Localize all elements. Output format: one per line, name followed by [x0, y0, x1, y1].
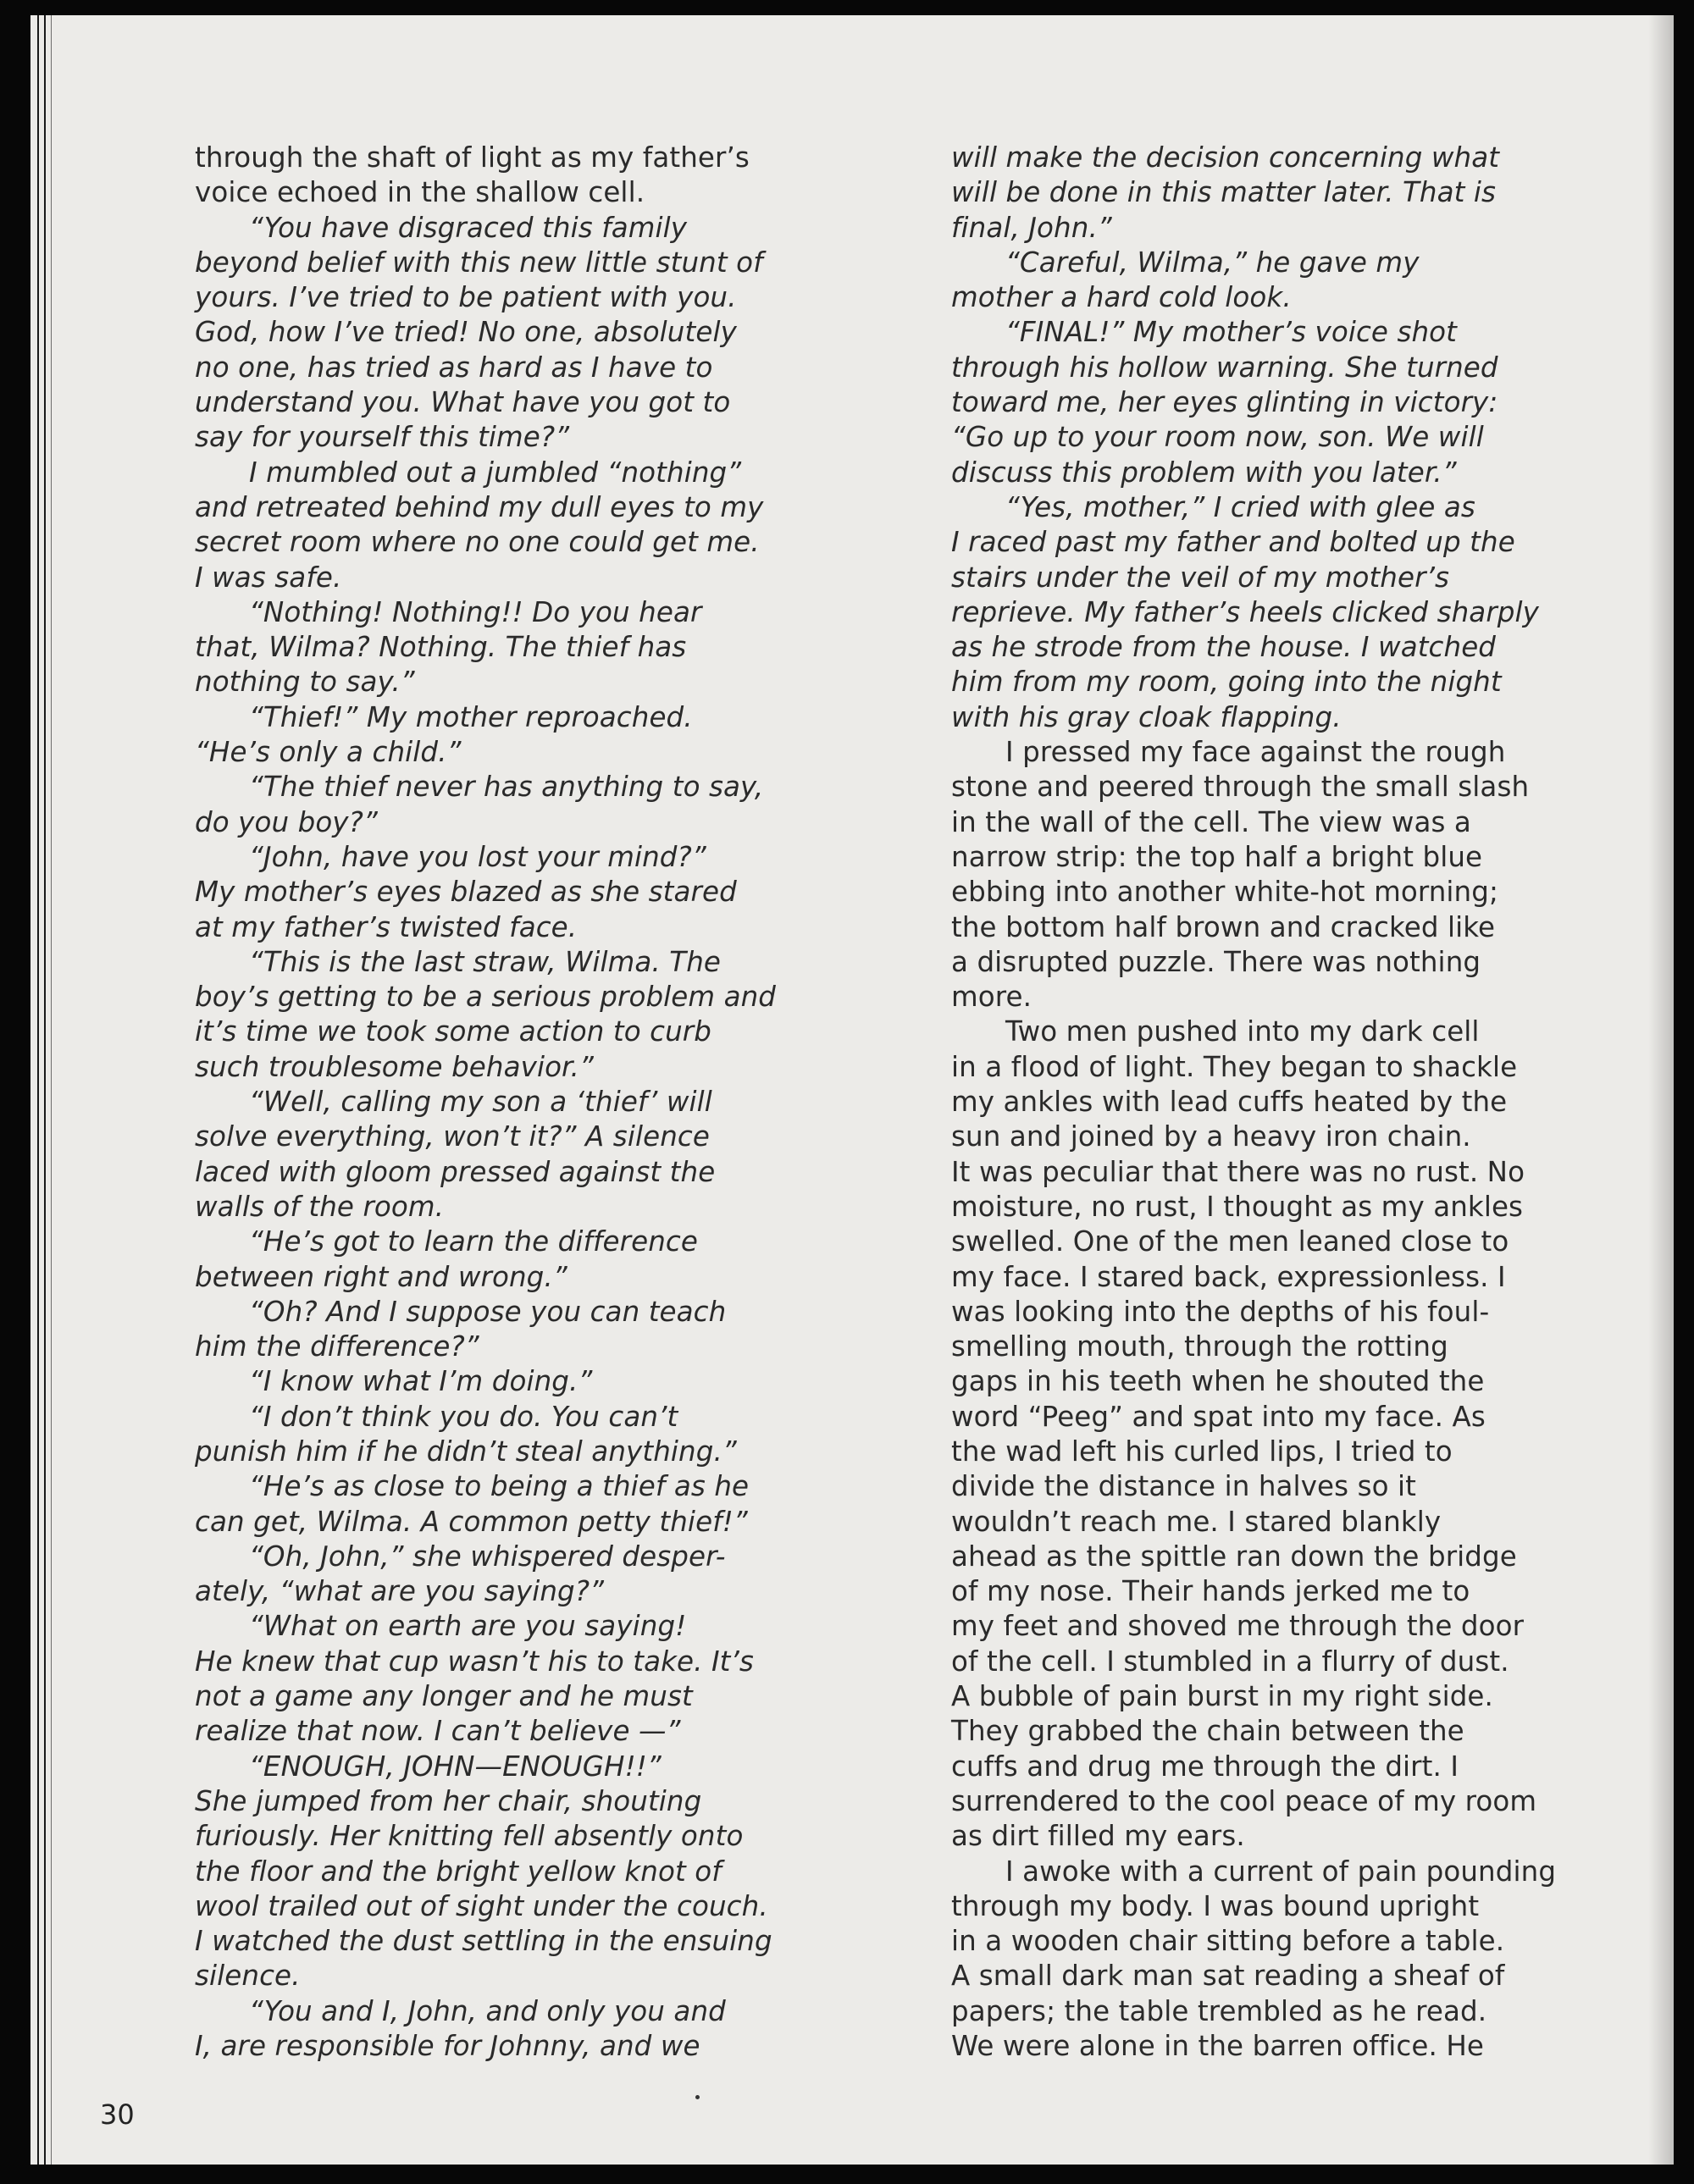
text-line: I watched the dust settling in the ensuing	[195, 1925, 772, 1958]
text-line: She jumped from her chair, shouting	[195, 1784, 702, 1817]
text-line: boy’s getting to be a serious problem and	[195, 981, 777, 1014]
text-line: discuss this problem with you later.”	[951, 456, 1457, 489]
text-line: secret room where no one could get me.	[195, 526, 760, 559]
text-line: smelling mouth, through the rotting	[951, 1330, 1448, 1363]
text-line: “Nothing! Nothing!! Do you hear	[249, 595, 702, 628]
page-number: 30	[100, 2098, 135, 2131]
text-line: through the shaft of light as my father’s	[195, 141, 750, 174]
text-line: not a game any longer and he must	[195, 1680, 693, 1713]
text-line: papers; the table trembled as he read.	[951, 1994, 1487, 2027]
text-line: divide the distance in halves so it	[951, 1470, 1417, 1503]
text-line: “Well, calling my son a ‘thief’ will	[249, 1086, 712, 1119]
magazine-page	[30, 15, 1674, 2165]
binding-edge-line	[44, 15, 46, 2165]
page-edge-shadow	[1648, 15, 1674, 2165]
text-line: stairs under the veil of my mother’s	[951, 561, 1450, 594]
text-line: God, how I’ve tried! No one, absolutely	[195, 316, 737, 349]
text-line: in the wall of the cell. The view was a	[951, 805, 1471, 838]
text-line: a disrupted puzzle. There was nothing	[951, 945, 1481, 978]
text-line: punish him if he didn’t steal anything.”	[195, 1435, 737, 1468]
text-line: My mother’s eyes blazed as she stared	[195, 876, 737, 909]
text-line: will be done in this matter later. That is	[951, 176, 1497, 209]
text-line: They grabbed the chain between the	[951, 1715, 1464, 1748]
text-line: “He’s as close to being a thief as he	[249, 1470, 750, 1503]
text-line: voice echoed in the shallow cell.	[195, 176, 645, 209]
left-text-column	[195, 141, 839, 2064]
text-line: my face. I stared back, expressionless. I	[951, 1260, 1506, 1293]
text-line: no one, has tried as hard as I have to	[195, 351, 713, 384]
text-line: beyond belief with this new little stunt of	[195, 246, 763, 279]
text-line: A bubble of pain burst in my right side.	[951, 1680, 1493, 1713]
text-line: nothing to say.”	[195, 666, 415, 699]
print-speck	[695, 2095, 700, 2099]
text-line: “ENOUGH, JOHN—ENOUGH!!”	[249, 1750, 662, 1783]
text-line: ebbing into another white-hot morning;	[951, 876, 1499, 909]
text-line: of my nose. Their hands jerked me to	[951, 1575, 1470, 1608]
text-line: as he strode from the house. I watched	[951, 631, 1497, 664]
text-line: “John, have you lost your mind?”	[249, 840, 706, 873]
text-line: yours. I’ve tried to be patient with you.	[195, 281, 737, 314]
text-line: gaps in his teeth when he shouted the	[951, 1365, 1485, 1398]
text-line: “I don’t think you do. You can’t	[249, 1400, 678, 1433]
text-line: say for yourself this time?”	[195, 421, 570, 454]
text-line: realize that now. I can’t believe —”	[195, 1715, 681, 1748]
text-line: wool trailed out of sight under the couch.	[195, 1889, 768, 1922]
text-line: furiously. Her knitting fell absently onto	[195, 1820, 744, 1853]
text-line: laced with gloom pressed against the	[195, 1155, 716, 1188]
text-line: “FINAL!” My mother’s voice shot	[1005, 316, 1458, 349]
text-line: understand you. What have you got to	[195, 386, 731, 419]
text-line: toward me, her eyes glinting in victory:	[951, 386, 1498, 419]
binding-edge-line	[51, 15, 52, 2165]
text-line: as dirt filled my ears.	[951, 1820, 1245, 1853]
text-line: was looking into the depths of his foul-	[951, 1295, 1490, 1328]
text-line: that, Wilma? Nothing. The thief has	[195, 631, 687, 664]
text-line: “You have disgraced this family	[249, 211, 688, 244]
text-line: walls of the room.	[195, 1190, 445, 1223]
text-line: solve everything, won’t it?” A silence	[195, 1120, 710, 1153]
text-line: “He’s got to learn the difference	[249, 1225, 698, 1258]
text-line: mother a hard cold look.	[951, 281, 1292, 314]
text-line: reprieve. My father’s heels clicked sharply	[951, 595, 1539, 628]
text-line: swelled. One of the men leaned close to	[951, 1225, 1509, 1258]
text-line: “What on earth are you saying!	[249, 1610, 687, 1643]
text-line: “Careful, Wilma,” he gave my	[1005, 246, 1420, 279]
text-line: “Go up to your room now, son. We will	[951, 421, 1484, 454]
right-text-column	[951, 141, 1646, 2064]
text-line: silence.	[195, 1960, 301, 1993]
text-line: narrow strip: the top half a bright blue	[951, 840, 1483, 873]
text-line: “He’s only a child.”	[195, 736, 462, 769]
text-line: cuffs and drug me through the dirt. I	[951, 1750, 1459, 1783]
text-line: I, are responsible for Johnny, and we	[195, 2030, 700, 2063]
binding-edge-line	[37, 15, 39, 2165]
text-line: I was safe.	[195, 561, 342, 594]
text-line: and retreated behind my dull eyes to my	[195, 490, 764, 523]
text-line: my feet and shoved me through the door	[951, 1610, 1525, 1643]
text-line: ahead as the spittle ran down the bridge	[951, 1540, 1517, 1573]
text-line: the bottom half brown and cracked like	[951, 910, 1496, 943]
text-line: through his hollow warning. She turned	[951, 351, 1498, 384]
text-line: I pressed my face against the rough	[1005, 736, 1506, 769]
text-line: “Oh, John,” she whispered desper-	[249, 1540, 726, 1573]
text-line: stone and peered through the small slash	[951, 771, 1530, 804]
text-line: “You and I, John, and only you and	[249, 1994, 726, 2027]
text-line: in a wooden chair sitting before a table.	[951, 1925, 1505, 1958]
text-line: I raced past my father and bolted up the	[951, 526, 1515, 559]
text-line: him from my room, going into the night	[951, 666, 1502, 699]
text-line: surrendered to the cool peace of my room	[951, 1784, 1537, 1817]
text-line: can get, Wilma. A common petty thief!”	[195, 1505, 748, 1538]
text-line: “I know what I’m doing.”	[249, 1365, 593, 1398]
text-line: A small dark man sat reading a sheaf of	[951, 1960, 1505, 1993]
text-line: wouldn’t reach me. I stared blankly	[951, 1505, 1442, 1538]
text-line: at my father’s twisted face.	[195, 910, 578, 943]
text-line: final, John.”	[951, 211, 1112, 244]
text-line: between right and wrong.”	[195, 1260, 567, 1293]
text-line: It was peculiar that there was no rust. No	[951, 1155, 1525, 1188]
text-line: such troublesome behavior.”	[195, 1050, 594, 1083]
text-line: He knew that cup wasn’t his to take. It’s	[195, 1645, 754, 1678]
text-line: moisture, no rust, I thought as my ankles	[951, 1190, 1524, 1223]
text-line: word “Peeg” and spat into my face. As	[951, 1400, 1486, 1433]
text-line: it’s time we took some action to curb	[195, 1015, 711, 1048]
text-line: more.	[951, 981, 1032, 1014]
text-line: my ankles with lead cuffs heated by the	[951, 1086, 1508, 1119]
text-line: through my body. I was bound upright	[951, 1889, 1480, 1922]
text-line: sun and joined by a heavy iron chain.	[951, 1120, 1471, 1153]
text-line: “Oh? And I suppose you can teach	[249, 1295, 727, 1328]
text-line: will make the decision concerning what	[951, 141, 1500, 174]
text-line: “Thief!” My mother reproached.	[249, 700, 693, 733]
text-line: him the difference?”	[195, 1330, 479, 1363]
text-line: “The thief never has anything to say,	[249, 771, 764, 804]
text-line: I mumbled out a jumbled “nothing”	[249, 456, 742, 489]
text-line: the floor and the bright yellow knot of	[195, 1855, 722, 1888]
text-line: We were alone in the barren office. He	[951, 2030, 1484, 2063]
text-line: do you boy?”	[195, 805, 378, 838]
text-line: with his gray cloak flapping.	[951, 700, 1342, 733]
text-line: “Yes, mother,” I cried with glee as	[1005, 490, 1475, 523]
text-line: Two men pushed into my dark cell	[1005, 1015, 1480, 1048]
text-line: “This is the last straw, Wilma. The	[249, 945, 721, 978]
text-line: the wad left his curled lips, I tried to	[951, 1435, 1453, 1468]
text-line: in a flood of light. They began to shackle	[951, 1050, 1518, 1083]
text-line: of the cell. I stumbled in a flurry of dust.	[951, 1645, 1509, 1678]
text-line: I awoke with a current of pain pounding	[1005, 1855, 1557, 1888]
text-line: ately, “what are you saying?”	[195, 1575, 605, 1608]
